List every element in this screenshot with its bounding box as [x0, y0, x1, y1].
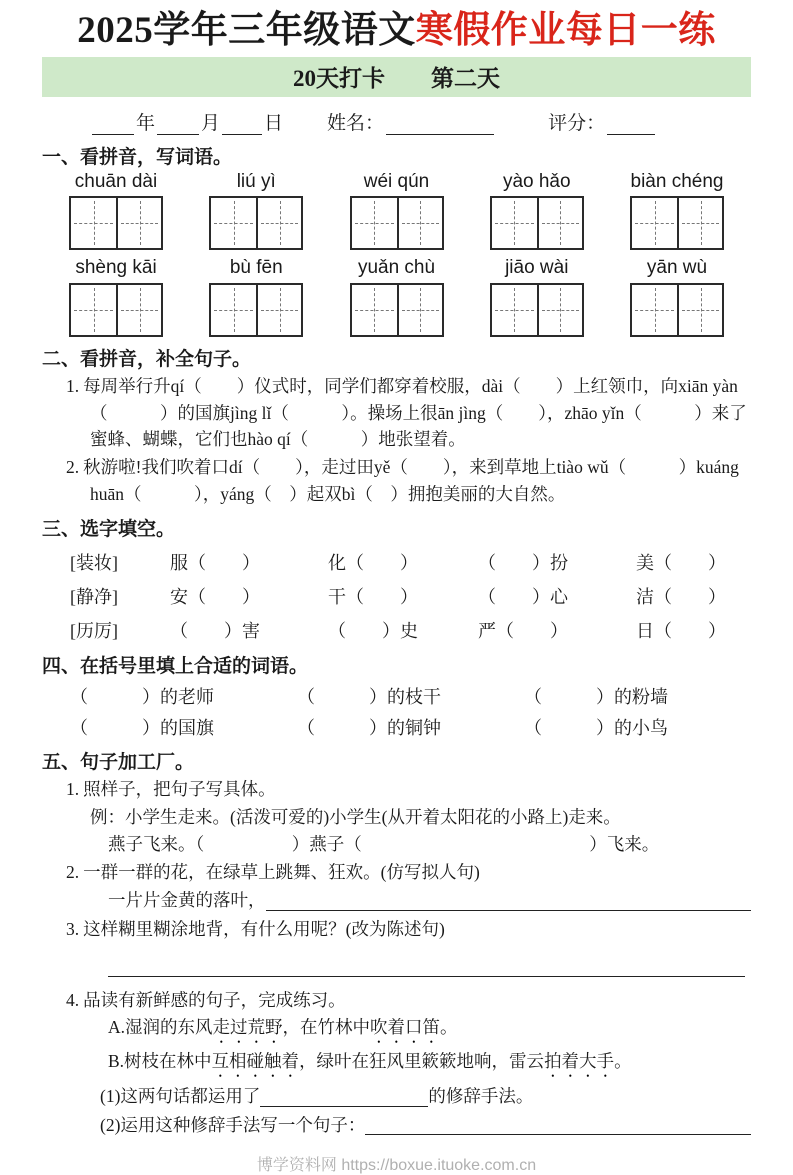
choice-cell[interactable]: 化（ ） [328, 553, 418, 574]
writing-cell[interactable] [537, 198, 582, 248]
writing-cell[interactable] [116, 198, 161, 248]
question-pre: (2)运用这种修辞手法写一个句子： [100, 1114, 366, 1135]
s5-item-2 [42, 859, 751, 886]
month-label: 月 [201, 112, 221, 134]
pinyin-label: shèng kāi [75, 257, 157, 279]
day-banner: 20天打卡 第二天 [42, 57, 751, 97]
choice-bracket: [历厉] [70, 621, 118, 642]
day-label: 日 [264, 112, 284, 134]
answer-stem: 一片片金黄的落叶， [108, 890, 266, 911]
phrase-item[interactable]: （ ）的粉墙 [524, 687, 668, 708]
s5-item-4-q2 [42, 1112, 751, 1139]
item-number: 1. [66, 376, 80, 397]
choice-cell[interactable]: （ ）害 [170, 621, 260, 642]
writing-cell[interactable] [632, 285, 677, 335]
choice-cell[interactable]: （ ）扮 [478, 553, 568, 574]
writing-cell[interactable] [677, 198, 722, 248]
item-text: 照样子，把句子写具体。 [83, 779, 276, 800]
pinyin-row-2 [42, 257, 751, 337]
item-number: 2. [66, 861, 80, 882]
phrase-row-2 [42, 714, 751, 740]
writing-box[interactable] [350, 196, 444, 250]
writing-box[interactable] [490, 283, 584, 337]
writing-cell[interactable] [256, 285, 301, 335]
info-line [42, 108, 751, 135]
choice-cell[interactable]: 安（ ） [170, 587, 260, 608]
section-2-heading: 二、看拼音，补全句子。 [42, 349, 252, 371]
writing-cell[interactable] [352, 285, 397, 335]
choice-row-1 [42, 549, 751, 575]
item-number: 1. [66, 779, 80, 800]
phrase-row-1 [42, 683, 751, 709]
section-3-heading: 三、选字填空。 [42, 519, 176, 541]
choice-cell[interactable]: （ ）史 [328, 621, 418, 642]
writing-cell[interactable] [256, 198, 301, 248]
writing-box[interactable] [490, 196, 584, 250]
writing-box[interactable] [209, 283, 303, 337]
writing-cell[interactable] [397, 198, 442, 248]
s5-item-1 [42, 776, 751, 803]
item-text: 这样糊里糊涂地背，有什么用呢？(改为陈述句) [83, 919, 445, 940]
s5-item-1-example: 例：小学生走来。(活泼可爱的)小学生(从开着太阳花的小路上)走来。 [90, 806, 621, 827]
pinyin-word-column [206, 257, 306, 337]
s5-item-3 [42, 916, 751, 943]
choice-row-3 [42, 617, 751, 643]
item-text: 一群一群的花，在绿草上跳舞、狂欢。(仿写拟人句) [83, 861, 480, 882]
writing-cell[interactable] [677, 285, 722, 335]
choice-bracket: [装妆] [70, 553, 118, 574]
writing-cell[interactable] [537, 285, 582, 335]
writing-cell[interactable] [397, 285, 442, 335]
phrase-item[interactable]: （ ）的小鸟 [524, 718, 668, 739]
s5-item-4 [42, 987, 751, 1014]
item-text: 品读有新鲜感的句子，完成练习。 [83, 989, 346, 1010]
writing-cell[interactable] [632, 198, 677, 248]
choice-cell[interactable]: 干（ ） [328, 587, 418, 608]
answer-blank[interactable] [365, 1117, 751, 1135]
choice-cell[interactable]: 洁（ ） [636, 587, 726, 608]
answer-blank-line[interactable] [108, 951, 745, 977]
choice-cell[interactable]: （ ）心 [478, 587, 568, 608]
sentence-item-2 [42, 454, 751, 507]
pinyin-word-column [487, 171, 587, 251]
writing-box[interactable] [69, 196, 163, 250]
month-blank[interactable] [157, 115, 199, 135]
phrase-item[interactable]: （ ）的铜钟 [297, 718, 441, 739]
s5-item-4-sentence-a: A.湿润的东风走过荒野，在竹林中吹着口笛。 [108, 1017, 458, 1038]
pinyin-label: yuǎn chù [357, 257, 436, 279]
footer-credit: 博学资料网 https://boxue.ituoke.com.cn [256, 1157, 537, 1175]
page-title-red: 寒假作业每日一练 [415, 10, 716, 51]
writing-box[interactable] [350, 283, 444, 337]
phrase-item[interactable]: （ ）的枝干 [297, 687, 441, 708]
pinyin-label: yān wù [646, 257, 708, 279]
writing-cell[interactable] [492, 285, 537, 335]
writing-cell[interactable] [211, 198, 256, 248]
day-blank[interactable] [222, 115, 262, 135]
writing-cell[interactable] [492, 198, 537, 248]
pinyin-word-column [347, 257, 447, 337]
pinyin-word-column [66, 171, 166, 251]
pinyin-label: biàn chéng [630, 170, 724, 192]
page-title-black: 2025学年三年级语文 [77, 10, 416, 51]
phrase-item[interactable]: （ ）的国旗 [70, 718, 214, 739]
question-pre: (1)这两句话都运用了 [100, 1086, 261, 1107]
item-number: 3. [66, 919, 80, 940]
answer-blank[interactable] [260, 1088, 428, 1106]
item-text: 每周举行升qí（ ）仪式时，同学们都穿着校服，dài（ ）上红领巾，向xiān yàn（ ）的国旗jìng lǐ（ ）。操场上很ān jìng（ ），zhāo yǐn（ ）来了蜜蜂、蝴蝶，它们也hào qí（ ）地张望着。 [83, 376, 747, 450]
choice-cell[interactable]: 日（ ） [636, 621, 726, 642]
name-label: 姓名： [327, 112, 385, 134]
section-4-heading: 四、在括号里填上合适的词语。 [42, 656, 309, 678]
writing-cell[interactable] [116, 285, 161, 335]
choice-row-2 [42, 583, 751, 609]
writing-cell[interactable] [352, 198, 397, 248]
writing-cell[interactable] [71, 285, 116, 335]
pinyin-word-column [627, 171, 727, 251]
answer-blank[interactable] [266, 893, 752, 911]
sentence-item-1 [42, 373, 751, 453]
item-text: 秋游啦!我们吹着口dí（ ），走过田yě（ ），来到草地上tiào wǔ（ ）kuáng huān（ ），yáng（ ）起双bì（ ）拥抱美丽的大自然。 [83, 456, 739, 504]
pinyin-word-column [347, 171, 447, 251]
writing-box[interactable] [630, 196, 724, 250]
pinyin-word-column [206, 171, 306, 251]
score-label: 评分： [548, 112, 606, 134]
pinyin-label: bù fēn [229, 257, 283, 279]
pinyin-label: jiāo wài [505, 257, 569, 279]
pinyin-row-1 [42, 171, 751, 251]
choice-bracket: [静净] [70, 587, 118, 608]
year-label: 年 [136, 112, 156, 134]
pinyin-label: yào hǎo [502, 170, 571, 192]
year-blank[interactable] [92, 115, 134, 135]
item-number: 4. [66, 989, 80, 1010]
pinyin-word-column [66, 257, 166, 337]
writing-box[interactable] [209, 196, 303, 250]
writing-cell[interactable] [71, 198, 116, 248]
choice-cell[interactable]: 严（ ） [478, 621, 568, 642]
phrase-item[interactable]: （ ）的老师 [70, 687, 214, 708]
s5-item-2-answer [42, 887, 751, 914]
question-post: 的修辞手法。 [428, 1086, 534, 1107]
page-title [42, 10, 751, 53]
s5-item-1-exercise[interactable]: 燕子飞来。（ ）燕子（ ）飞来。 [108, 834, 660, 855]
pinyin-label: liú yì [236, 170, 276, 192]
section-1-heading: 一、看拼音，写词语。 [42, 146, 233, 168]
section-5-heading: 五、句子加工厂。 [42, 752, 195, 774]
pinyin-label: chuān dài [74, 170, 158, 192]
pinyin-word-column [627, 257, 727, 337]
pinyin-word-column [487, 257, 587, 337]
writing-box[interactable] [630, 283, 724, 337]
choice-cell[interactable]: 美（ ） [636, 553, 726, 574]
name-blank[interactable] [386, 115, 494, 135]
choice-cell[interactable]: 服（ ） [170, 553, 260, 574]
item-number: 2. [66, 456, 80, 477]
s5-item-4-q1 [42, 1083, 751, 1110]
score-blank[interactable] [607, 115, 655, 135]
writing-cell[interactable] [211, 285, 256, 335]
pinyin-label: wéi qún [363, 170, 430, 192]
s5-item-4-sentence-b: B.树枝在林中互相碰触着，绿叶在狂风里簌簌地响，雷云拍着大手。 [108, 1051, 632, 1072]
writing-box[interactable] [69, 283, 163, 337]
